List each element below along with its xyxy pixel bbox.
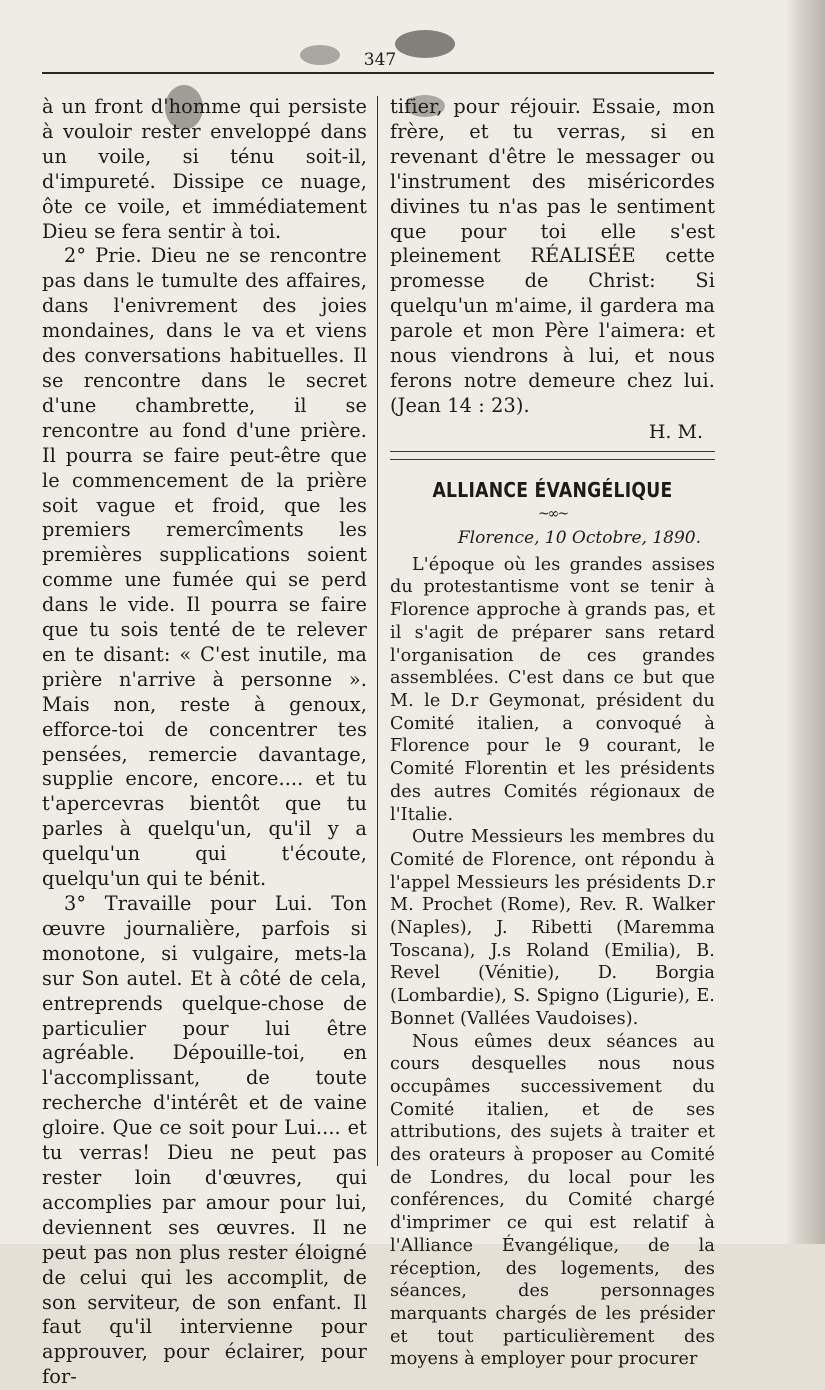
column-divider	[377, 96, 378, 1166]
article-title: ALLIANCE ÉVANGÉLIQUE	[432, 477, 673, 502]
article-paragraph: Outre Messieurs les membres du Comité de Florence, ont répondu à l'appel Messieurs les présidents D.r M. Prochet (Rome), Rev. R. Walker (Naples), J. Ribetti (Maremma Toscana), J.s Roland (Emilia), B. Revel (Vénitie), D. Borgia (Lombardie), S. Spigno (Ligurie), E. Bonnet (Vallées Vaudoises).	[390, 827, 715, 1029]
paragraph-prie: 2° Prie. Dieu ne se rencontre pas dans le tumulte des affaires, dans l'enivrement des joies mondaines, dans le va et viens des conversations habituelles. Il se rencontre dans le secret d'une chambrette, il se rencontre au fond d'une prière. Il pourra se faire peut-être que le commencement de la prière soit vague et froid, que les premiers remercîments les premières supplications soient comme une fumée qui se perd dans le vide. Il pourra se faire que tu sois tenté de te relever en te disant: « C'est inutile, ma prière n'arrive à personne ». Mais non, reste à genoux, efforce-toi de concentrer tes pensées, remercie davantage, supplie encore, encore.... et tu t'apercevras bientôt que tu parles à quelqu'un, qu'il y a quelqu'un qui t'écoute, quelqu'un qui te bénit.	[42, 244, 367, 891]
title-flourish: ~∞~	[537, 505, 568, 522]
paragraph-travaille: 3° Travaille pour Lui. Ton œuvre journalière, parfois si monotone, si vulgaire, mets-la sur Son autel. Et à côté de cela, entreprends quelque-chose de particulier pour lui être agréable. Dépouille-toi, en l'accomplissant, de toute recherche d'intérêt et de vaine gloire. Que ce soit pour Lui.... et tu verras! Dieu ne peut pas rester loin d'œuvres, qui accomplies par amour pour lui, deviennent ses œuvres. Il ne peut pas non plus rester éloigné de celui qui les accomplit, de son serviteur, de son enfant. Il faut qu'il intervienne pour approuver, pour éclairer, pour for-	[42, 892, 367, 1389]
article-dateline: Florence, 10 Octobre, 1890.	[457, 527, 701, 548]
ink-stain	[300, 45, 340, 65]
article-paragraph: L'époque où les grandes assises du protestantisme vont se tenir à Florence approche à grands pas, et il s'agit de préparer sans retard l'organisation de ces grandes assemblées. C'est dans ce but que M. le D.r Geymonat, président du Comité italien, a convoqué à Florence pour le 9 courant, le Comité Florentin et les présidents des autres Comités régionaux de l'Italie.	[390, 554, 715, 825]
right-column	[390, 95, 715, 1371]
paragraph-continuation: à un front d'homme qui persiste à vouloir rester enveloppé dans un voile, si ténu soit-il, d'impureté. Dissipe ce nuage, ôte ce voile, et immédiatement Dieu se fera sentir à toi.	[42, 95, 367, 243]
header-rule	[42, 72, 714, 74]
page-edge-shadow	[785, 0, 825, 1244]
page-number: 347	[363, 50, 397, 70]
paragraph-end-of-article: tifier, pour réjouir. Essaie, mon frère, et tu verras, si en revenant d'être le messager ou l'instrument des miséricordes divines tu n'as pas le sentiment que pour toi elle s'est pleinement RÉALISÉE cette promesse de Christ: Si quelqu'un m'aime, il gardera ma parole et mon Père l'aimera: et nous viendrons à lui, et nous ferons notre demeure chez lui. (Jean 14 : 23).	[390, 95, 715, 417]
left-column	[42, 95, 367, 1390]
article-paragraph: Nous eûmes deux séances au cours desquelles nous nous occupâmes successivement du Comité italien, et de ses attributions, des sujets à traiter et des orateurs à proposer au Comité de Londres, du local pour les conférences, du Comité chargé d'imprimer ce qui est relatif à l'Alliance Évangélique, de la réception, des logements, des séances, des personnages marquants chargés de les présider et tout particulièrement des moyens à employer pour procurer	[390, 1031, 715, 1370]
author-signature: H. M.	[648, 420, 703, 443]
section-separator	[390, 451, 715, 460]
